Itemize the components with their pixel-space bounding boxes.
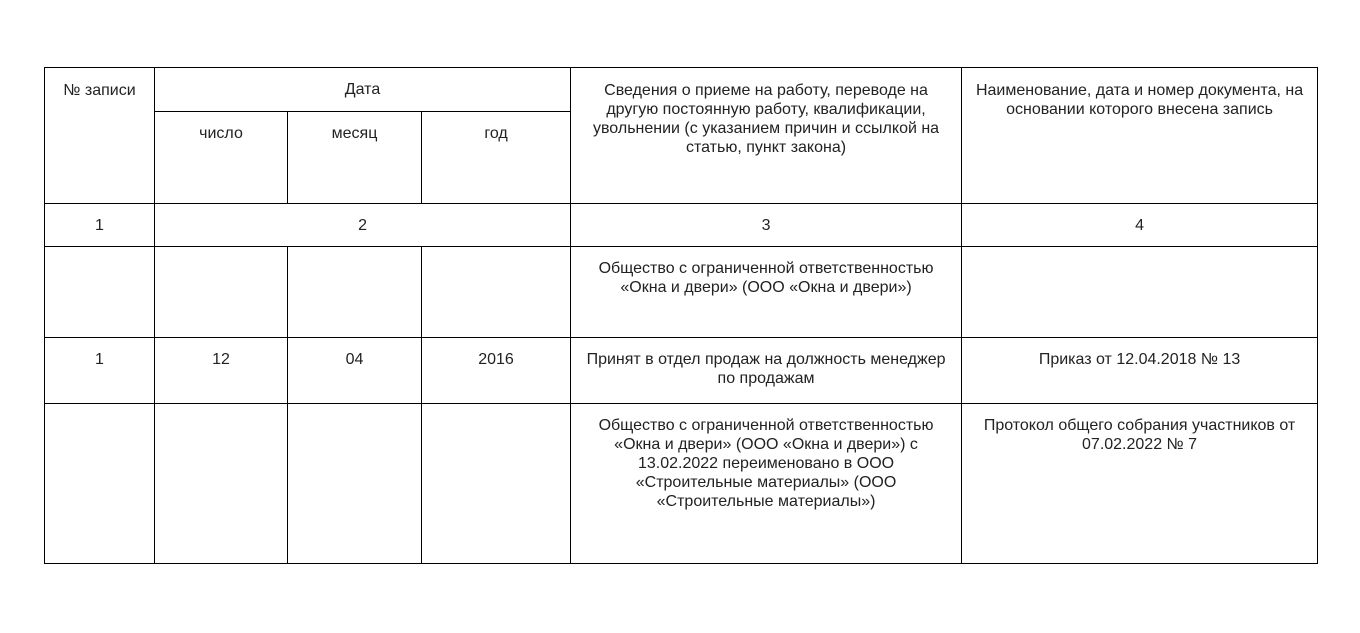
record-month-cell [288, 404, 422, 564]
record-year-cell [422, 404, 571, 564]
header-basis-document: Наименование, дата и номер документа, на основании которого внесена запись [962, 68, 1318, 204]
header-year: год [422, 112, 571, 204]
column-number-4: 4 [962, 204, 1318, 247]
record-year-cell [422, 247, 571, 338]
record-month-cell [288, 247, 422, 338]
column-number-2: 2 [155, 204, 571, 247]
record-info-cell: Общество с ограниченной ответственностью «Окна и двери» (ООО «Окна и двери») [571, 247, 962, 338]
record-number-cell [45, 247, 155, 338]
header-date: Дата [155, 68, 571, 112]
record-document-cell: Протокол общего собрания участников от 07.02.2022 № 7 [962, 404, 1318, 564]
record-day-cell [155, 247, 288, 338]
record-number-cell: 1 [45, 338, 155, 404]
table-row [45, 404, 1318, 564]
table-row [45, 338, 1318, 404]
record-info-cell: Общество с ограниченной ответственностью «Окна и двери» (ООО «Окна и двери») с 13.02.2022 переименовано в ООО «Строительные материалы» (ООО «Строительные материалы») [571, 404, 962, 564]
work-record-table-container [44, 67, 1318, 564]
header-row-1 [45, 68, 1318, 112]
record-document-cell: Приказ от 12.04.2018 № 13 [962, 338, 1318, 404]
header-record-number: № записи [45, 68, 155, 204]
column-number-1: 1 [45, 204, 155, 247]
column-numbering-row [45, 204, 1318, 247]
work-record-table [44, 67, 1318, 564]
record-day-cell: 12 [155, 338, 288, 404]
record-number-cell [45, 404, 155, 564]
column-number-3: 3 [571, 204, 962, 247]
record-info-cell: Принят в отдел продаж на должность менеджер по продажам [571, 338, 962, 404]
record-year-cell: 2016 [422, 338, 571, 404]
header-record-info: Сведения о приеме на работу, переводе на другую постоянную работу, квалификации, увольнении (с указанием причин и ссылкой на статью, пункт закона) [571, 68, 962, 204]
header-month: месяц [288, 112, 422, 204]
record-document-cell [962, 247, 1318, 338]
record-day-cell [155, 404, 288, 564]
record-month-cell: 04 [288, 338, 422, 404]
table-row [45, 247, 1318, 338]
header-day: число [155, 112, 288, 204]
